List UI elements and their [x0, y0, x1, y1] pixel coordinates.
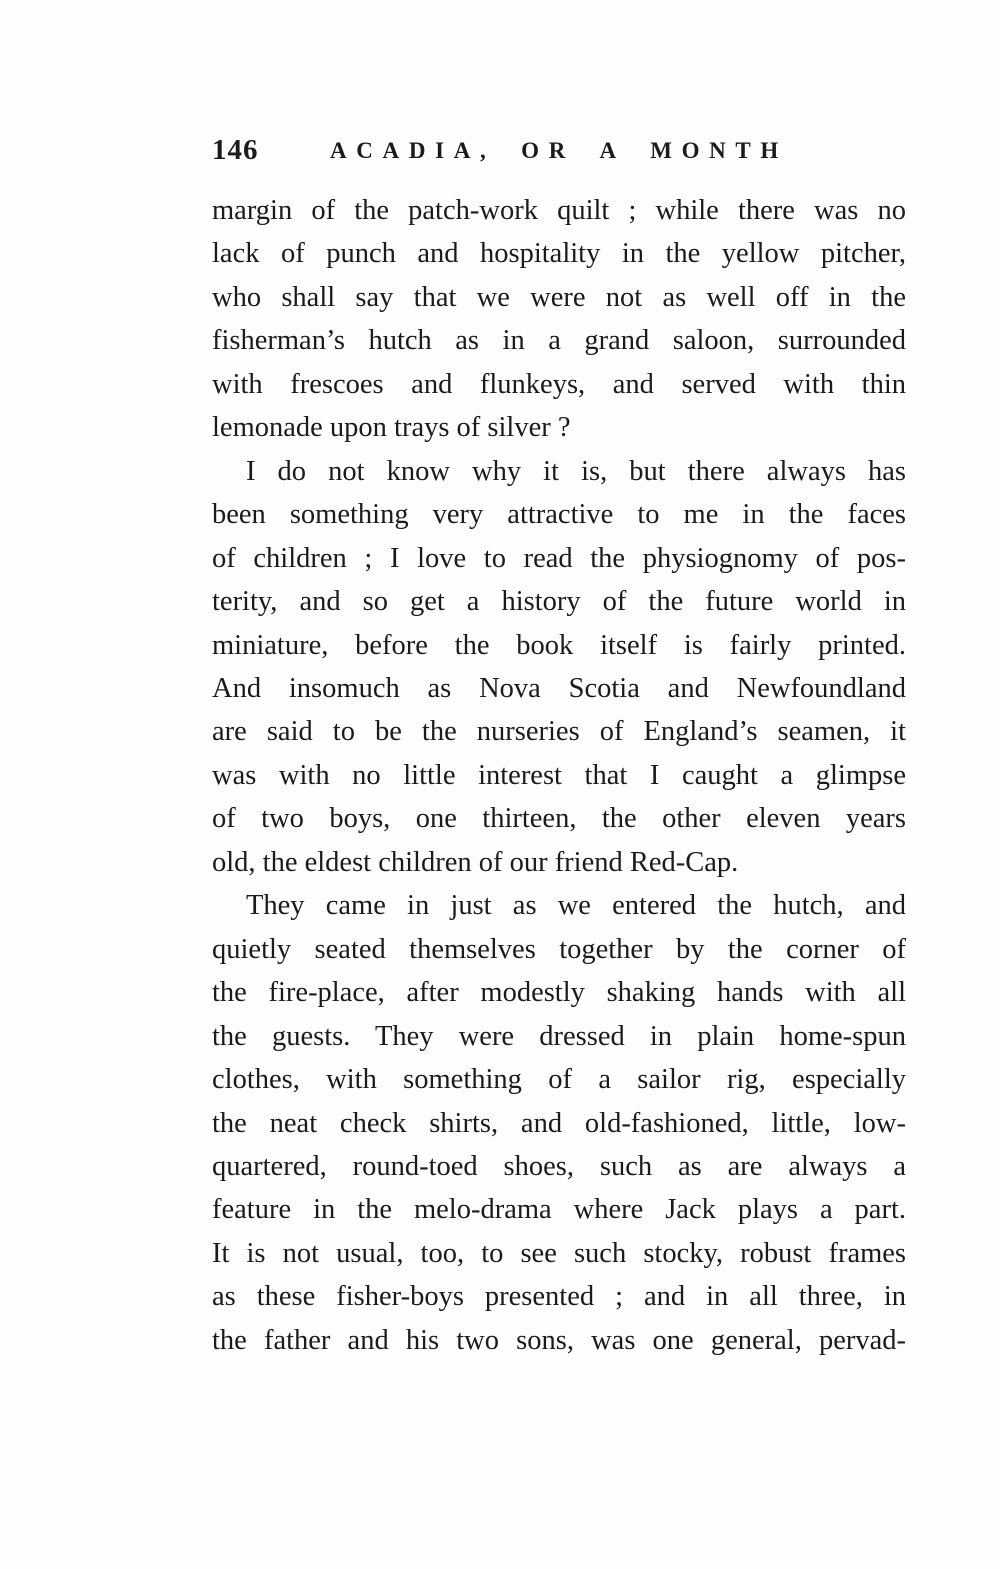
text-line: margin of the patch-work quilt ; while there was no [212, 195, 906, 226]
text-line: the neat check shirts, and old-fashioned, little, low- [212, 1107, 906, 1139]
text-line: terity, and so get a history of the future world in [212, 586, 906, 618]
page-header [212, 134, 906, 170]
text-line: of two boys, one thirteen, the other eleven years [212, 803, 906, 835]
text-line: fisherman’s hutch as in a grand saloon, surrounded [212, 325, 906, 357]
text-line: old, the eldest children of our friend Red-Cap. [212, 846, 739, 878]
text-line: of children ; I love to read the physiognomy of pos- [212, 542, 906, 574]
text-line: the fire-place, after modestly shaking hands with all [212, 977, 906, 1009]
text-line: who shall say that we were not as well off in the [212, 281, 906, 313]
page-number: 146 [212, 134, 259, 166]
text-line: It is not usual, too, to see such stocky, robust frames [212, 1237, 906, 1269]
text-line: clothes, with something of a sailor rig, especially [212, 1064, 906, 1096]
text-line: quietly seated themselves together by the corner of [212, 933, 906, 965]
running-title: ACADIA, OR A MONTH [330, 138, 788, 163]
text-line: feature in the melo-drama where Jack plays a part. [212, 1194, 906, 1226]
paragraph [212, 189, 906, 450]
text-line: miniature, before the book itself is fairly printed. [212, 629, 906, 661]
text-line: been something very attractive to me in the faces [212, 499, 906, 531]
paragraph [212, 884, 906, 1362]
text-line: lack of punch and hospitality in the yellow pitcher, [212, 238, 906, 270]
text-line: I do not know why it is, but there always has [246, 455, 906, 487]
text-line: They came in just as we entered the hutch, and [246, 890, 906, 922]
text-line: was with no little interest that I caught a glimpse [212, 759, 906, 791]
text-line: are said to be the nurseries of England’s seamen, it [212, 716, 906, 748]
paragraph [212, 450, 906, 885]
text-line: as these fisher-boys presented ; and in all three, in [212, 1281, 906, 1313]
text-line: with frescoes and flunkeys, and served with thin [212, 368, 906, 400]
text-line: quartered, round-toed shoes, such as are always a [212, 1150, 906, 1182]
text-line: And insomuch as Nova Scotia and Newfoundland [212, 672, 906, 704]
text-line: the guests. They were dressed in plain home-spun [212, 1020, 906, 1052]
page-body [212, 189, 906, 1362]
text-line: lemonade upon trays of silver ? [212, 412, 571, 444]
text-line: the father and his two sons, was one general, pervad- [212, 1324, 906, 1356]
